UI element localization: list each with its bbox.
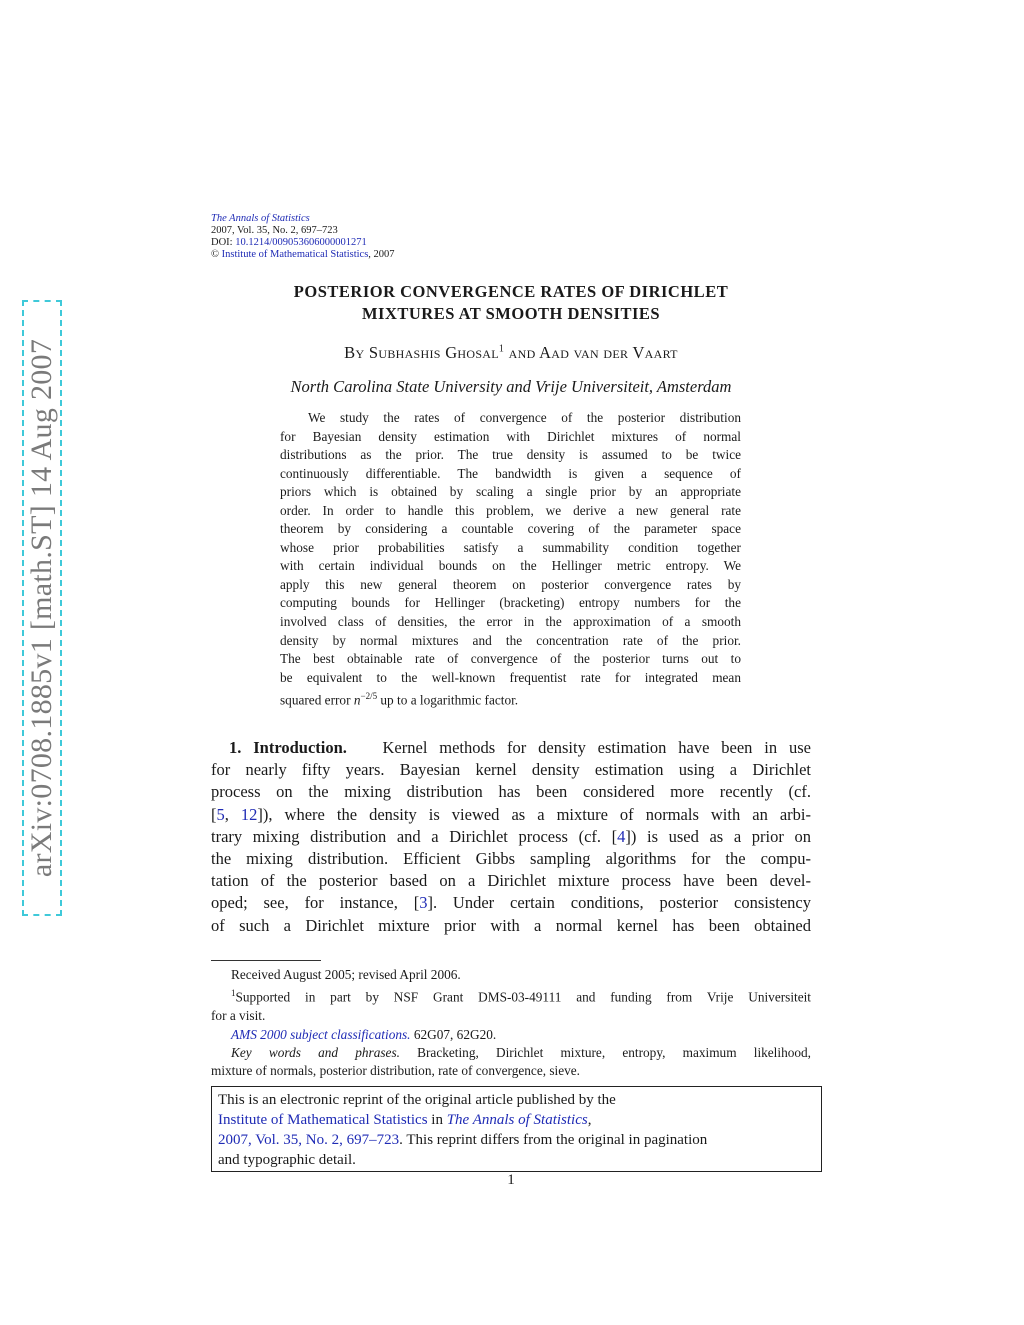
intro-line: of such a Dirichlet mixture prior with a normal kernel has been obtained xyxy=(211,915,811,935)
introduction-section xyxy=(211,737,811,937)
footnotes xyxy=(211,966,811,1081)
abstract-line: The best obtainable rate of convergence of the posterior turns out to xyxy=(280,651,741,667)
publisher-link[interactable]: Institute of Mathematical Statistics xyxy=(221,249,369,260)
journal-volume: 2007, Vol. 35, No. 2, 697–723 xyxy=(211,225,338,236)
math-n: n xyxy=(353,692,361,708)
support-note-cont: for a visit. xyxy=(211,1008,266,1024)
intro-line: the mixing distribution. Efficient Gibbs sampling algorithms for the compu- xyxy=(211,849,811,869)
citation-12[interactable]: 12 xyxy=(240,804,258,824)
abstract-line: involved class of densities, the error in the approximation of a smooth xyxy=(280,614,741,630)
ams-link[interactable]: AMS 2000 subject classifications. xyxy=(231,1026,411,1042)
received-note: Received August 2005; revised April 2006. xyxy=(231,967,461,982)
intro-text: , xyxy=(224,804,241,824)
journal-header xyxy=(211,213,395,261)
abstract-line: be equivalent to the well-known frequentist rate for integrated mean xyxy=(280,669,741,685)
intro-line xyxy=(211,804,811,826)
abstract-line: order. In order to handle this problem, we derive a new general rate xyxy=(280,502,741,518)
math-exponent: −2/5 xyxy=(360,691,378,702)
citation-4[interactable]: 4 xyxy=(617,826,626,846)
reprint-line xyxy=(218,1130,815,1150)
journal-name-link[interactable]: The Annals of Statistics xyxy=(211,213,310,224)
intro-text: oped; see, for instance, [ xyxy=(211,893,420,913)
support-text: Supported in part by NSF Grant DMS-03-49111 and funding from Vrije Universiteit xyxy=(235,989,811,1005)
affiliation: North Carolina State University and Vrije Universiteit, Amsterdam xyxy=(290,377,732,396)
intro-text: ]. Under certain conditions, posterior consistency xyxy=(427,893,811,913)
abstract-text: up to a logarithmic factor. xyxy=(377,692,519,708)
intro-text: [ xyxy=(211,804,217,824)
intro-line xyxy=(211,737,811,759)
author-1-footnote-mark: 1 xyxy=(498,343,505,355)
intro-line xyxy=(211,892,811,914)
abstract-line: apply this new general theorem on posterior convergence rates by xyxy=(280,576,741,592)
keywords-cont: mixture of normals, posterior distribution, rate of convergence, sieve. xyxy=(211,1063,581,1079)
by-word: By xyxy=(344,343,369,362)
abstract-line: whose prior probabilities satisfy a summability condition together xyxy=(280,539,741,555)
abstract-line: continuously differentiable. The bandwidth is given a sequence of xyxy=(280,465,741,481)
abstract-text: squared error xyxy=(280,692,354,708)
abstract-line: We study the rates of convergence of the posterior distribution xyxy=(308,410,741,425)
ams-codes: 62G07, 62G20. xyxy=(410,1026,497,1042)
support-mark: 1 xyxy=(231,988,236,999)
copyright-year: , 2007 xyxy=(368,249,395,260)
section-heading: 1. Introduction. xyxy=(229,738,347,757)
support-note xyxy=(211,984,811,1007)
reprint-line: and typographic detail. xyxy=(218,1152,356,1168)
citation-3[interactable]: 3 xyxy=(419,893,428,913)
abstract-line: with certain individual bounds on the Hellinger metric entropy. We xyxy=(280,558,741,574)
author-line xyxy=(211,343,811,363)
intro-text: Kernel methods for density estimation have been in use xyxy=(382,738,811,757)
intro-text: ]) is used as a prior on xyxy=(625,826,811,846)
doi-link[interactable]: 10.1214/009053606000001271 xyxy=(235,237,367,248)
reprint-volume-link[interactable]: 2007, Vol. 35, No. 2, 697–723 xyxy=(218,1132,400,1148)
keywords-label: Key words and phrases. xyxy=(231,1045,400,1061)
copyright-symbol: © xyxy=(211,249,219,260)
footnote-rule xyxy=(211,960,321,961)
reprint-text: in xyxy=(427,1112,447,1128)
abstract-line: computing bounds for Hellinger (bracketing) entropy numbers for the xyxy=(280,595,741,611)
keywords xyxy=(211,1044,811,1062)
page-number: 1 xyxy=(507,1172,515,1188)
arxiv-stamp xyxy=(22,300,62,916)
citation-5[interactable]: 5 xyxy=(216,804,225,824)
keywords-text: Bracketing, Dirichlet mixture, entropy, maximum likelihood, xyxy=(399,1045,811,1061)
intro-line: process on the mixing distribution has been considered more recently (cf. xyxy=(211,782,811,802)
reprint-text: , xyxy=(587,1112,592,1128)
reprint-line: This is an electronic reprint of the original article published by the xyxy=(218,1092,616,1108)
intro-line: for nearly fifty years. Bayesian kernel density estimation using a Dirichlet xyxy=(211,760,811,780)
reprint-publisher-link[interactable]: Institute of Mathematical Statistics xyxy=(218,1112,428,1128)
intro-line: tation of the posterior based on a Dirichlet mixture process have been devel- xyxy=(211,871,811,891)
reprint-line xyxy=(218,1110,815,1130)
intro-text: ]), where the density is viewed as a mixture of normals with an arbi- xyxy=(257,804,811,824)
reprint-text: . This reprint differs from the original in pagination xyxy=(399,1132,708,1148)
abstract-line: distributions as the prior. The true density is assumed to be twice xyxy=(280,447,741,463)
doi-label: DOI: xyxy=(211,237,236,248)
reprint-journal-link[interactable]: The Annals of Statistics xyxy=(446,1112,588,1128)
title-line-1: POSTERIOR CONVERGENCE RATES OF DIRICHLET xyxy=(293,282,729,301)
intro-line xyxy=(211,826,811,848)
abstract-line: density by normal mixtures and the concentration rate of the prior. xyxy=(280,632,741,648)
abstract-line: theorem by considering a countable covering of the parameter space xyxy=(280,521,741,537)
ams-classification xyxy=(211,1026,811,1044)
abstract-line: priors which is obtained by scaling a single prior by an appropriate xyxy=(280,484,741,500)
and-word: and xyxy=(504,343,540,362)
abstract xyxy=(280,409,741,710)
paper-title xyxy=(211,281,811,325)
arxiv-identifier: arXiv:0708.1885v1 [math.ST] 14 Aug 2007 xyxy=(25,338,58,878)
title-line-2: MIXTURES AT SMOOTH DENSITIES xyxy=(361,304,661,323)
abstract-line-last xyxy=(280,687,741,710)
intro-text: trary mixing distribution and a Dirichlet process (cf. [ xyxy=(211,826,618,846)
author-2: Aad van der Vaart xyxy=(539,343,678,362)
abstract-line: for Bayesian density estimation with Dirichlet mixtures of normal xyxy=(280,428,741,444)
reprint-notice-box xyxy=(211,1086,822,1172)
author-1: Subhashis Ghosal xyxy=(368,343,499,362)
